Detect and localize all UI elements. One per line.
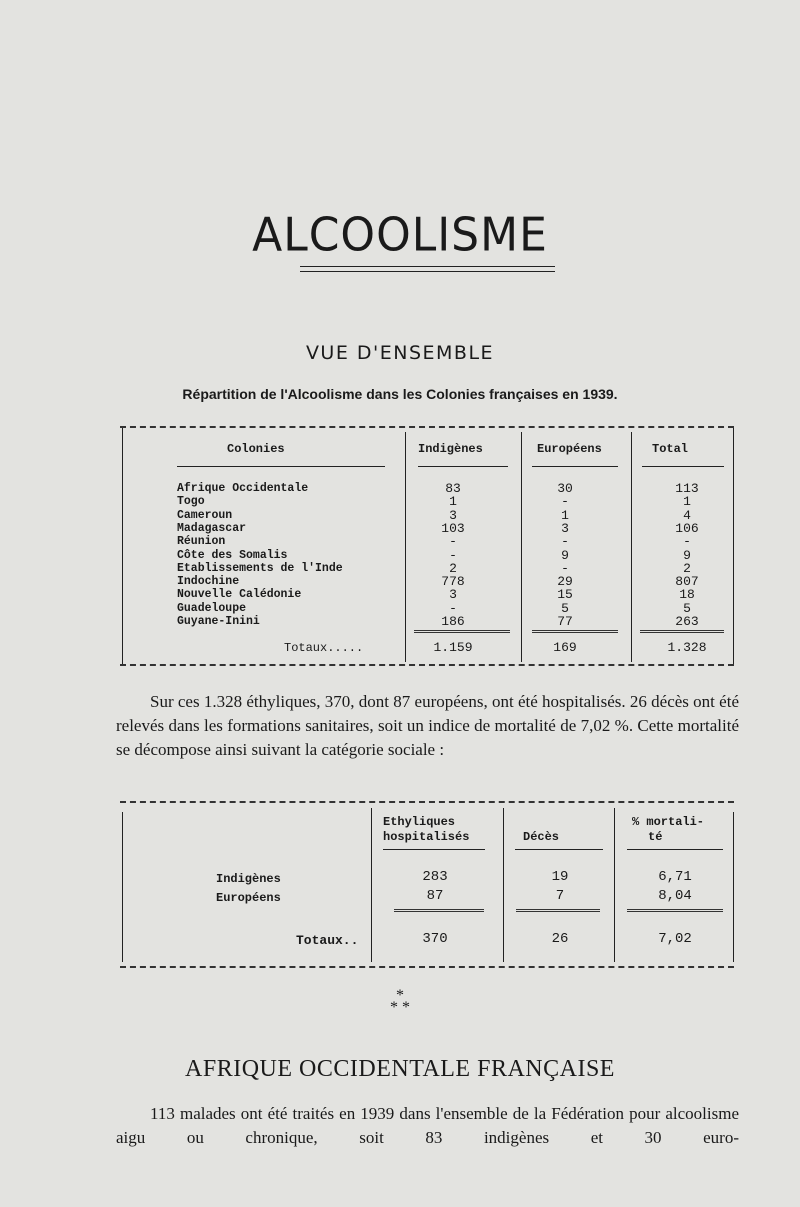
paragraph-hospitalization: Sur ces 1.328 éthyliques, 370, dont 87 européens, ont été hospitalisés. 26 décès ont été relevés dans les formations sanitaires, soit un indice de mortalité de 7,02 %. Cette mortalité se décompose ainsi suivant la catégorie sociale :	[116, 692, 739, 759]
country-name: Afrique Occidentale	[177, 482, 309, 495]
table2-left-border	[122, 812, 123, 962]
cell-europeens: -	[561, 494, 569, 510]
table2-col-divider-3	[614, 808, 615, 962]
header-ethyliques-line2: hospitalisés	[383, 830, 470, 844]
table2-right-border	[733, 812, 734, 962]
country-name: Cameroun	[177, 508, 233, 522]
totals-rule-europeens	[532, 630, 618, 633]
country-name: Madagascar	[177, 521, 247, 535]
cell-europeens: 77	[557, 614, 573, 629]
total-hosp: 370	[422, 931, 448, 947]
cell-indigenes: -	[449, 600, 457, 616]
header-underline-indigenes	[418, 466, 508, 467]
cell-total: 2	[683, 560, 691, 576]
total-deces: 26	[551, 931, 569, 947]
totals-rule-total	[640, 630, 724, 633]
paragraph-aof: 113 malades ont été traités en 1939 dans l'ensemble de la Fédération pour alcoolisme aigu ou chronique, soit 83 indigènes et 30 euro-	[116, 1104, 739, 1147]
cell-indigenes: 103	[441, 520, 465, 536]
header-colonies: Colonies	[227, 442, 285, 456]
cell-indigenes: -	[449, 547, 457, 563]
country-name: Etablissements de l'Inde	[177, 561, 343, 575]
cell-europeens: 30	[557, 481, 573, 496]
header-ethyliques-line1: Ethyliques	[383, 815, 456, 829]
cell-europeens: 5	[561, 600, 569, 616]
header-indigenes: Indigènes	[418, 442, 483, 456]
table2-top-border	[120, 801, 734, 803]
total-europeens: 169	[553, 640, 577, 655]
totals-rule-hosp	[394, 909, 484, 912]
header-europeens: Européens	[537, 442, 602, 456]
country-name: Indochine	[177, 575, 240, 589]
total-mortalite: 7,02	[658, 931, 692, 947]
page-title: ALCOOLISME	[252, 208, 548, 263]
country-name: Guyane-Inini	[177, 615, 260, 628]
header-deces: Décès	[523, 830, 560, 844]
table-caption: Répartition de l'Alcoolisme dans les Colonies françaises en 1939.	[182, 386, 618, 402]
header-underline-mort	[627, 849, 723, 850]
cell-europeens: 9	[561, 547, 569, 563]
cell-total: 106	[675, 520, 699, 536]
cell-indigenes: 3	[449, 507, 457, 523]
header-mortalite-line1: % mortali-	[632, 815, 705, 829]
totals-rule-mort	[627, 909, 723, 912]
cell-total: 5	[683, 600, 691, 616]
cell-total: -	[683, 534, 691, 550]
country-name: Nouvelle Calédonie	[177, 588, 302, 602]
cell-deces: 7	[555, 888, 565, 904]
cell-total: 113	[675, 481, 699, 496]
header-total: Total	[652, 442, 689, 456]
total-total: 1.328	[667, 640, 707, 655]
cell-indigenes: 1	[449, 494, 457, 510]
totals-rule-deces	[516, 909, 600, 912]
country-name: Réunion	[177, 535, 226, 549]
cell-total: 1	[683, 494, 691, 510]
totals-label: Totaux.....	[284, 641, 364, 655]
table1-right-border	[733, 428, 734, 664]
header-underline-total	[642, 466, 724, 467]
totals-label-2: Totaux..	[296, 933, 359, 948]
table1-col-divider-1	[405, 432, 406, 662]
total-indigenes: 1.159	[433, 640, 473, 655]
header-underline-europeens	[532, 466, 618, 467]
cell-hosp: 87	[426, 888, 444, 904]
cell-europeens: 3	[561, 520, 569, 536]
cell-total: 18	[679, 587, 695, 603]
table1-top-border	[120, 426, 734, 428]
cell-indigenes: 186	[441, 614, 465, 629]
cell-europeens: -	[561, 534, 569, 550]
cell-europeens: 15	[557, 587, 573, 603]
totals-rule-indigenes	[414, 630, 510, 633]
cell-total: 4	[683, 507, 691, 523]
asterism-top: *	[396, 987, 404, 1004]
cell-total: 9	[683, 547, 691, 563]
cell-mortalite: 8,04	[658, 888, 692, 904]
table1-left-border	[122, 428, 123, 664]
cell-hosp: 283	[422, 869, 448, 885]
cell-indigenes: 83	[445, 481, 461, 496]
header-underline-deces	[515, 849, 603, 850]
asterism-bottom: * *	[390, 999, 410, 1016]
cell-europeens: 1	[561, 507, 569, 523]
cell-indigenes: 2	[449, 560, 457, 576]
section-subtitle: VUE D'ENSEMBLE	[305, 342, 495, 364]
header-mortalite-line2: té	[648, 830, 663, 844]
table2-col-divider-1	[371, 808, 372, 962]
country-name: Guadeloupe	[177, 601, 247, 615]
table1-col-divider-3	[631, 432, 632, 662]
title-rule-top	[300, 266, 555, 267]
table2-col-divider-2	[503, 808, 504, 962]
table1-bottom-border	[120, 664, 734, 666]
country-name: Togo	[177, 495, 205, 509]
row-label-indigenes: Indigènes	[216, 872, 281, 886]
table2-bottom-border	[120, 966, 734, 968]
title-rule-bottom	[300, 271, 555, 272]
cell-europeens: 29	[557, 574, 573, 590]
header-underline-hosp	[383, 849, 485, 850]
cell-total: 263	[675, 614, 699, 629]
cell-indigenes: 778	[441, 574, 465, 590]
cell-mortalite: 6,71	[658, 869, 692, 885]
cell-indigenes: 3	[449, 587, 457, 603]
cell-total: 807	[675, 574, 699, 590]
table1-col-divider-2	[521, 432, 522, 662]
cell-europeens: -	[561, 560, 569, 576]
cell-indigenes: -	[449, 534, 457, 550]
section-heading-aof: AFRIQUE OCCIDENTALE FRANÇAISE	[185, 1056, 615, 1082]
cell-deces: 19	[551, 869, 569, 885]
row-label-europeens: Européens	[216, 891, 281, 905]
country-name: Côte des Somalis	[177, 548, 288, 562]
header-underline-colonies	[177, 466, 385, 467]
